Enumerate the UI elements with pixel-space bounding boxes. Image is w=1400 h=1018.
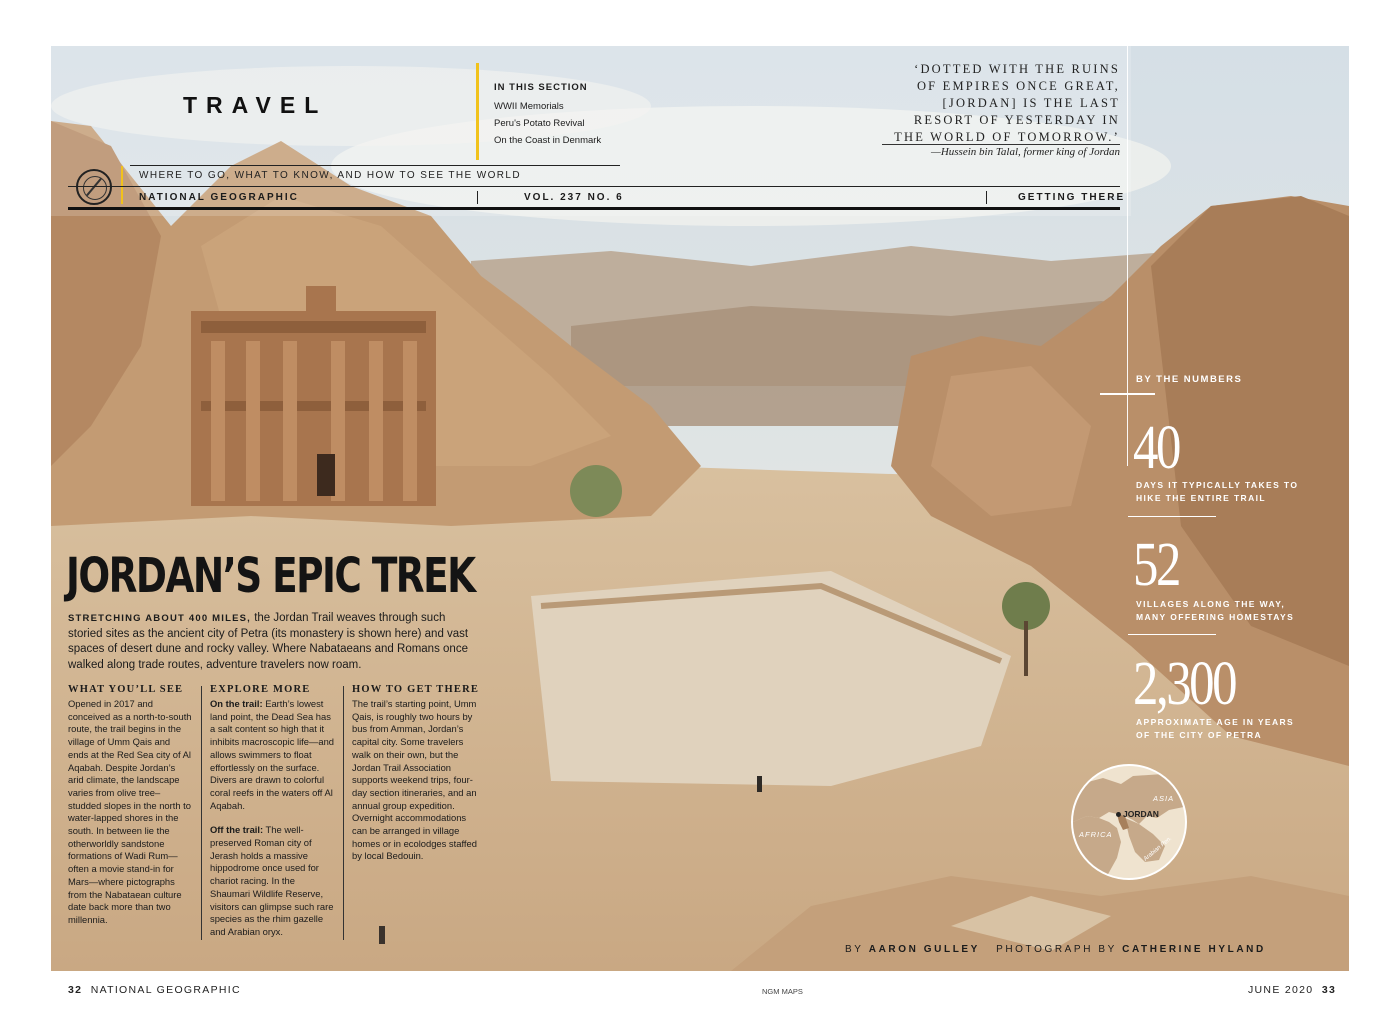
- stat-caption: VILLAGES ALONG THE WAY, MANY OFFERING HOMESTAYS: [1136, 599, 1295, 622]
- deck-body: the Jordan Trail weaves through such storied sites as the ancient city of Petra (its monastery is shown here) and vast spaces of desert dune and rocky valley. Where Nabataeans and Romans once walked along trade routes, adventure travelers now roam.: [68, 612, 469, 671]
- paragraph-lead: Off the trail:: [210, 824, 264, 836]
- department-label: GETTING THERE: [1018, 192, 1126, 203]
- by-the-numbers-label: BY THE NUMBERS: [1136, 374, 1243, 385]
- section-item[interactable]: WWII Memorials: [494, 101, 564, 112]
- quote-line: RESORT OF YESTERDAY IN: [913, 113, 1120, 127]
- header-divider: [986, 191, 987, 204]
- stat-caption: APPROXIMATE AGE IN YEARS OF THE CITY OF PETRA: [1136, 717, 1295, 740]
- map-label-jordan: JORDAN: [1123, 809, 1159, 819]
- globe-landmass: [1073, 766, 1187, 880]
- section-item[interactable]: On the Coast in Denmark: [494, 135, 602, 146]
- tagline-accent-rule: [121, 166, 123, 204]
- map-label-arabian-peninsula: Arabian Pen.: [1142, 835, 1174, 863]
- stat-caption: DAYS IT TYPICALLY TAKES TO HIKE THE ENTIRE TRAIL: [1136, 480, 1299, 503]
- column-paragraph: The trail’s starting point, Umm Qais, is roughly two hours by bus from Amman, Jordan’s capital city. Some travelers walk on their own, but the Jordan Trail Association supports weekend trips, four-day section itineraries, and an annual group expedition. Overnight accommodations can be arranged in village homes or in ecolodges staffed by local Bedouin.: [352, 698, 477, 862]
- paragraph-text: Earth’s lowest land point, the Dead Sea has a salt content so high that it inhibits macroscopic life—and allows swimmers to float effortlessly on the surface. Divers are drawn to colorful coral reefs in the waters off Al Aqabah.: [210, 698, 335, 811]
- folio-left: [68, 984, 241, 996]
- photographer-name: CATHERINE HYLAND: [1122, 944, 1266, 955]
- section-tagline: WHERE TO GO, WHAT TO KNOW, AND HOW TO SEE THE WORLD: [139, 170, 521, 181]
- header-rule-heavy: [68, 207, 1120, 210]
- section-accent-rule: [476, 63, 479, 160]
- issue-date: JUNE 2020: [1248, 984, 1314, 996]
- compass-icon: [76, 169, 112, 205]
- quote-rule: [882, 144, 1120, 145]
- article-deck: [68, 611, 478, 673]
- header-rule: [130, 165, 620, 166]
- folio-brand: NATIONAL GEOGRAPHIC: [90, 984, 241, 996]
- column-explore-more: [210, 684, 336, 939]
- deck-lead: STRETCHING ABOUT 400 MILES,: [68, 613, 252, 624]
- quote-credit: —Hussein bin Talal, former king of Jordan: [931, 146, 1120, 158]
- column-heading: HOW TO GET THERE: [352, 684, 480, 695]
- stat-rule: [1128, 516, 1216, 517]
- map-label-asia: ASIA: [1153, 794, 1175, 803]
- paragraph-text: The well-preserved Roman city of Jerash holds a massive hippodrome once used for chariot racing. In the Shaumari Wildlife Reserve, visitors can glimpse such rare species as the rhim gazelle and Arabian oryx.: [210, 824, 334, 937]
- numbers-vertical-rule: [1127, 46, 1128, 466]
- photo-credit-label: PHOTOGRAPH BY: [979, 944, 1123, 955]
- paragraph-lead: On the trail:: [210, 698, 263, 709]
- column-how-to-get-there: [352, 684, 480, 863]
- locator-globe-map: [1071, 764, 1187, 880]
- column-paragraph: [210, 824, 336, 938]
- in-this-section-label: IN THIS SECTION: [494, 82, 588, 93]
- column-what-youll-see: [68, 684, 193, 927]
- column-paragraph: [210, 698, 336, 812]
- section-title: TRAVEL: [183, 92, 328, 118]
- stat-value: 52: [1133, 531, 1179, 599]
- brand-name: NATIONAL GEOGRAPHIC: [139, 192, 299, 203]
- quote-line: ‘DOTTED WITH THE RUINS: [914, 62, 1120, 76]
- header-divider: [477, 191, 478, 204]
- column-paragraph: Opened in 2017 and conceived as a north-to-south route, the trail begins in the village of Umm Qais and ends at the Red Sea city of Al Aqabah. Despite Jordan’s arid climate, the landscape varies from olive tree–studded slopes in the north to water-lapped shores in the south. In between lie the otherworldly sandstone formations of Wadi Rum—often a movie stand-in for Mars—where pictographs from the Nabataean culture date back more than two millennia.: [68, 698, 192, 925]
- jordan-marker-icon: [1116, 812, 1121, 817]
- quote-line: [JORDAN] IS THE LAST: [942, 96, 1120, 110]
- column-divider: [343, 686, 344, 940]
- section-contents-list: [494, 98, 601, 149]
- article-credits: [845, 944, 1266, 955]
- folio-right: [1248, 984, 1336, 996]
- stat-value: 2,300: [1133, 650, 1236, 718]
- header-rule: [68, 186, 1120, 187]
- article-headline: JORDAN’S EPIC TREK: [66, 548, 475, 604]
- map-label-africa: AFRICA: [1079, 830, 1113, 839]
- stat-value: 40: [1133, 414, 1179, 482]
- quote-line: OF EMPIRES ONCE GREAT,: [916, 79, 1120, 93]
- pull-quote: [860, 61, 1120, 146]
- author-name: AARON GULLEY: [868, 944, 980, 955]
- column-heading: WHAT YOU’LL SEE: [68, 684, 184, 695]
- page-number: 32: [68, 984, 83, 996]
- column-heading: EXPLORE MORE: [210, 684, 311, 695]
- numbers-rule: [1100, 393, 1155, 395]
- stat-rule: [1128, 634, 1216, 635]
- page-number: 33: [1321, 984, 1337, 996]
- section-item[interactable]: Peru's Potato Revival: [494, 118, 585, 129]
- volume-number: VOL. 237 NO. 6: [524, 192, 624, 203]
- byline-label: BY: [845, 944, 869, 955]
- column-divider: [201, 686, 202, 940]
- quote-line: THE WORLD OF TOMORROW.’: [894, 130, 1120, 144]
- map-credit: NGM MAPS: [762, 987, 803, 996]
